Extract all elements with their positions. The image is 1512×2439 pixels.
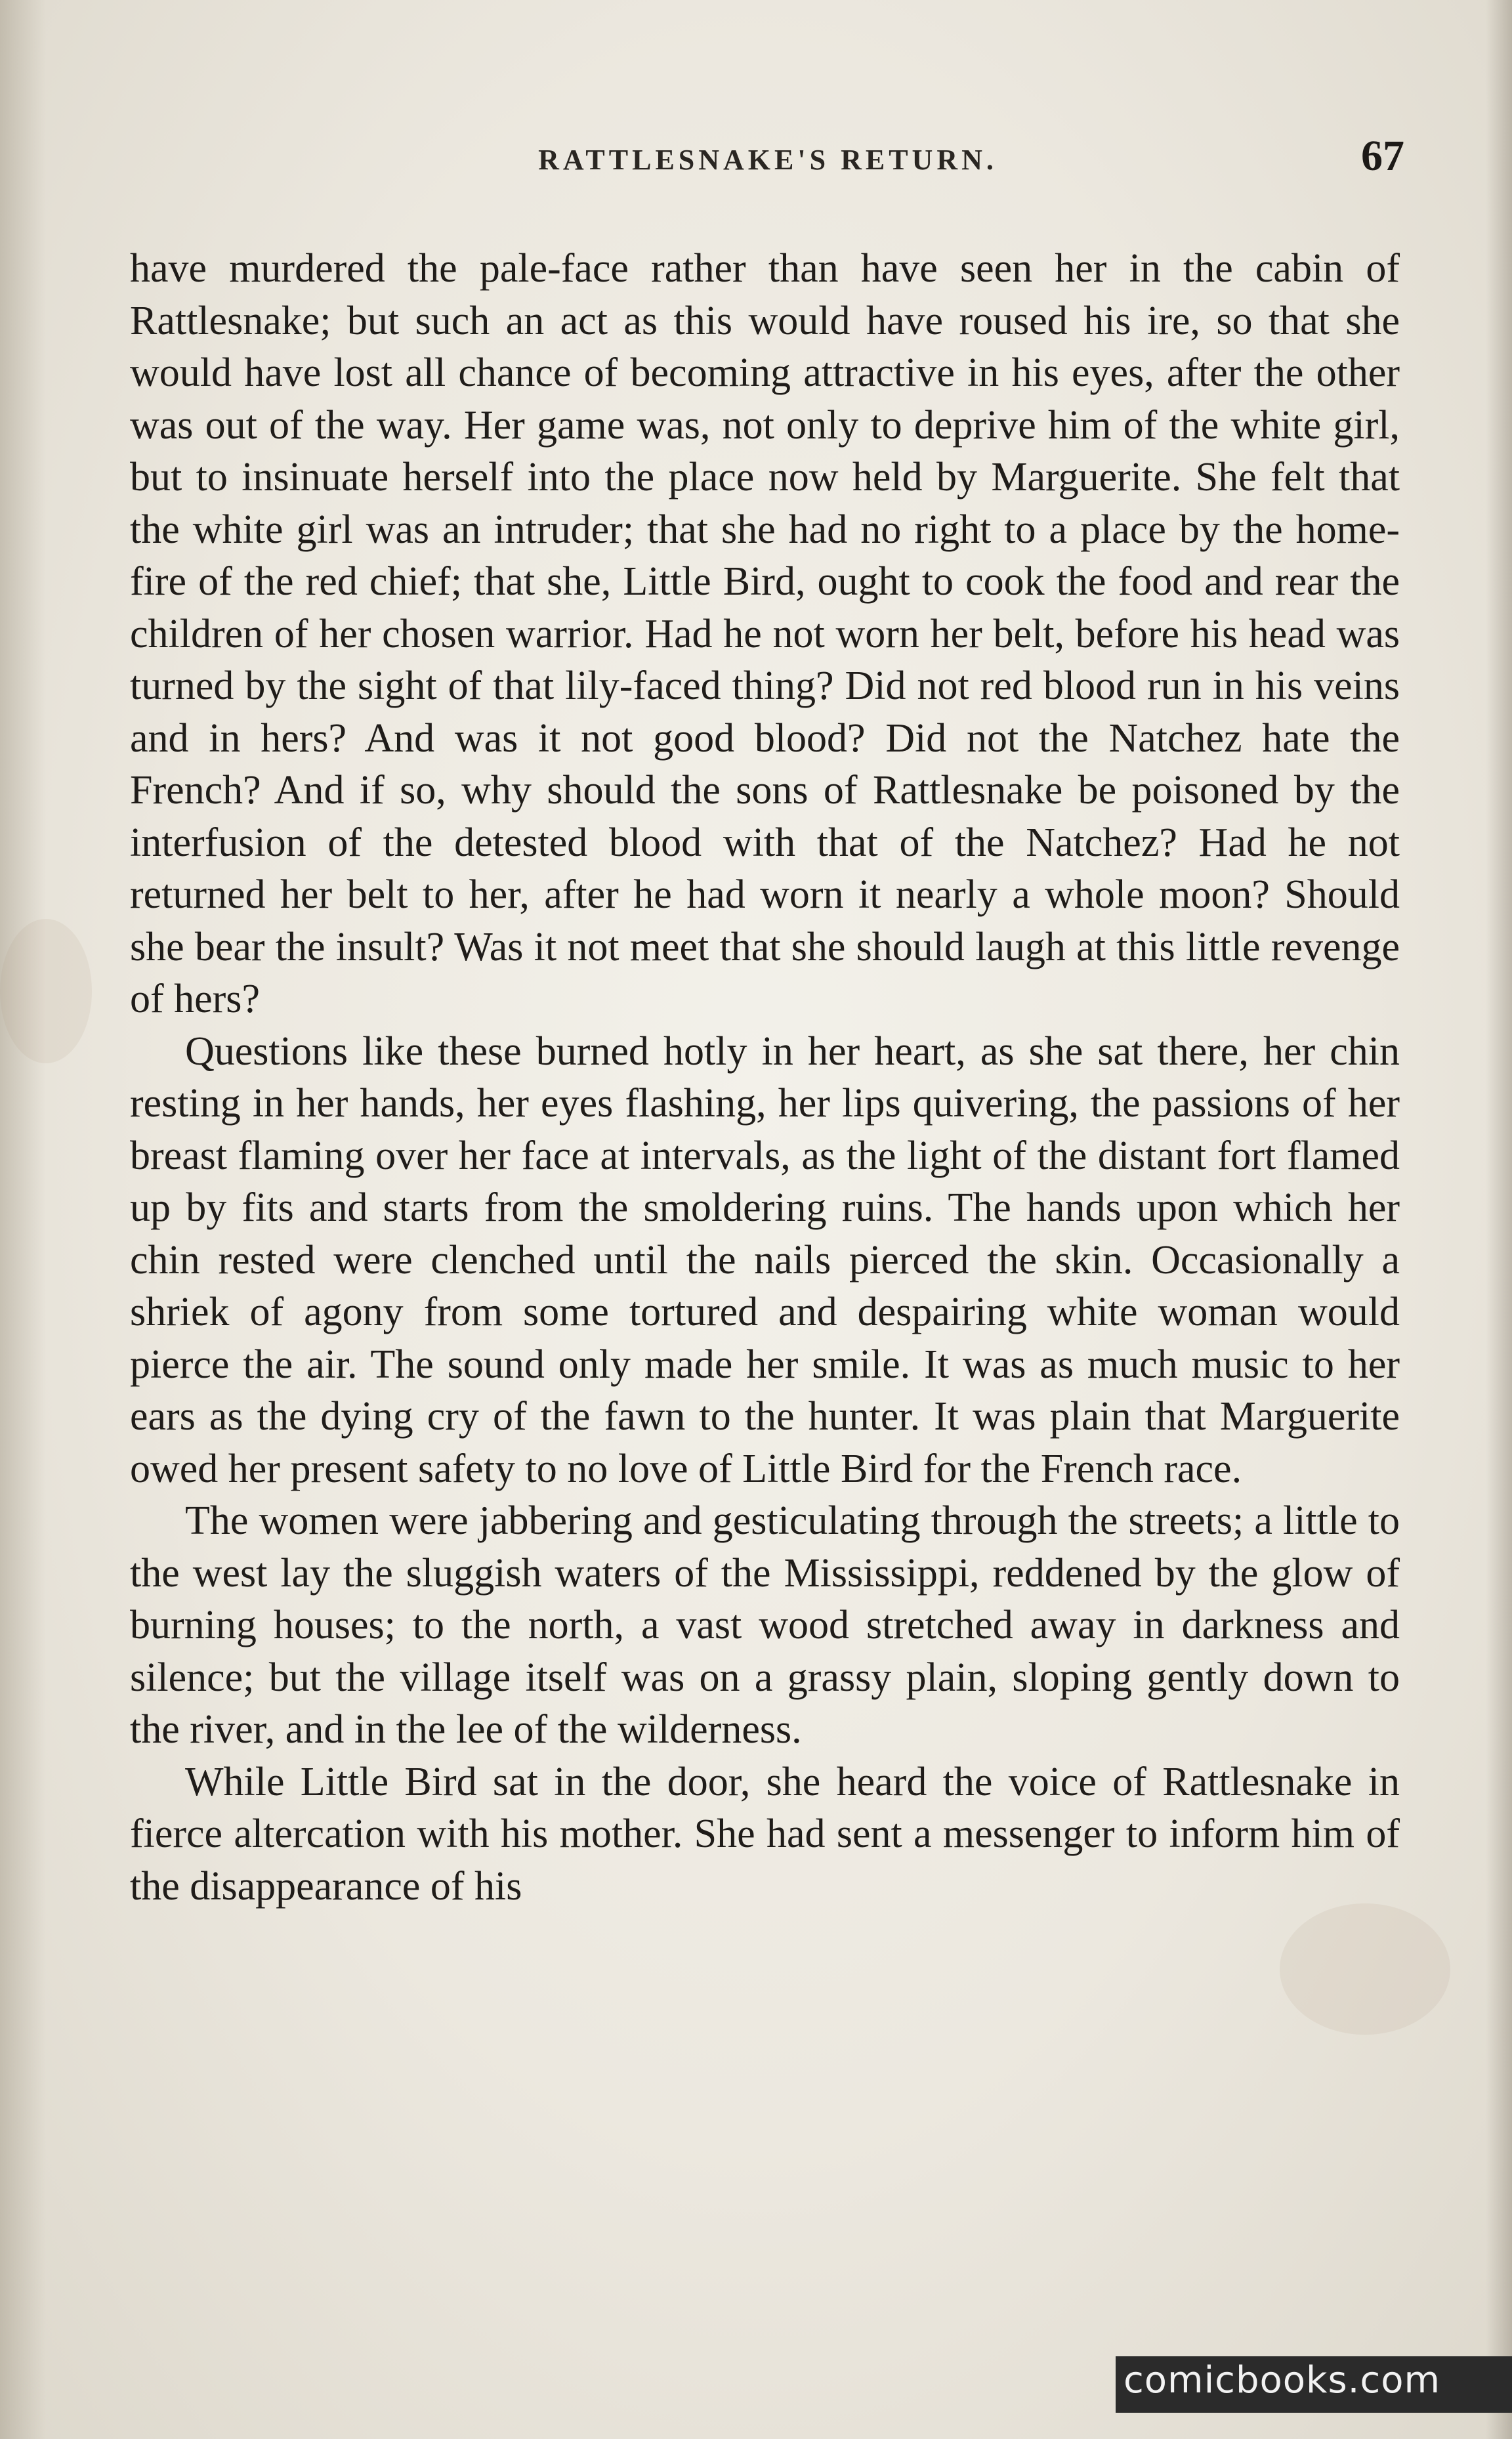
paragraph: While Little Bird sat in the door, she heard the voice of Rattlesnake in fierce altercation with his mother. She had sent a messenger to inform him of the disappearance of his	[130, 1759, 1400, 1909]
paper-stain	[0, 919, 92, 1063]
page-edge-shadow	[1486, 0, 1512, 2439]
paragraph: The women were jabbering and gesticulating through the streets; a little to the west lay the sluggish waters of the Mississippi, reddened by the glow of burning houses; to the north, a vast wood stretched away in darkness and silence; but the village itself was on a grassy plain, sloping gently down to the river, and in the lee of the wilderness.	[130, 1498, 1400, 1752]
watermark-text: comicbooks.com	[1124, 2359, 1441, 2402]
running-head: RATTLESNAKE'S RETURN.	[538, 144, 998, 176]
page-header	[131, 131, 1404, 190]
page-gutter-shadow	[0, 0, 46, 2439]
paragraph: have murdered the pale-face rather than have seen her in the cabin of Rattlesnake; but such an act as this would have roused his ire, so that she would have lost all chance of becoming attractive in his eyes, after the other was out of the way. Her game was, not only to deprive him of the white girl, but to insinuate herself into the place now held by Marguerite. She felt that the white girl was an intruder; that she had no right to a place by the home-fire of the red chief; that she, Little Bird, ought to cook the food and rear the children of her chosen warrior. Had he not worn her belt, before his head was turned by the sight of that lily-faced thing? Did not red blood run in his veins and in hers? And was it not good blood? Did not the Natchez hate the French? And if so, why should the sons of Rattlesnake be poisoned by the interfusion of the detested blood with that of the Natchez? Had he not returned her belt to her, after he had worn it nearly a whole moon? Should she bear the insult? Was it not meet that she should laugh at this little revenge of hers?	[130, 246, 1400, 1021]
body-text	[130, 243, 1400, 1913]
page-number: 67	[1361, 132, 1404, 180]
paper-stain	[1280, 1903, 1450, 2035]
paragraph: Questions like these burned hotly in her heart, as she sat there, her chin resting in her hands, her eyes flashing, her lips quivering, the passions of her breast flaming over her face at intervals, as the light of the distant fort flamed up by fits and starts from the smoldering ruins. The hands upon which her chin rested were clenched until the nails pierced the skin. Occasionally a shriek of agony from some tortured and despairing white woman would pierce the air. The sound only made her smile. It was as much music to her ears as the dying cry of the fawn to the hunter. It was plain that Marguerite owed her present safety to no love of Little Bird for the French race.	[130, 1029, 1400, 1491]
